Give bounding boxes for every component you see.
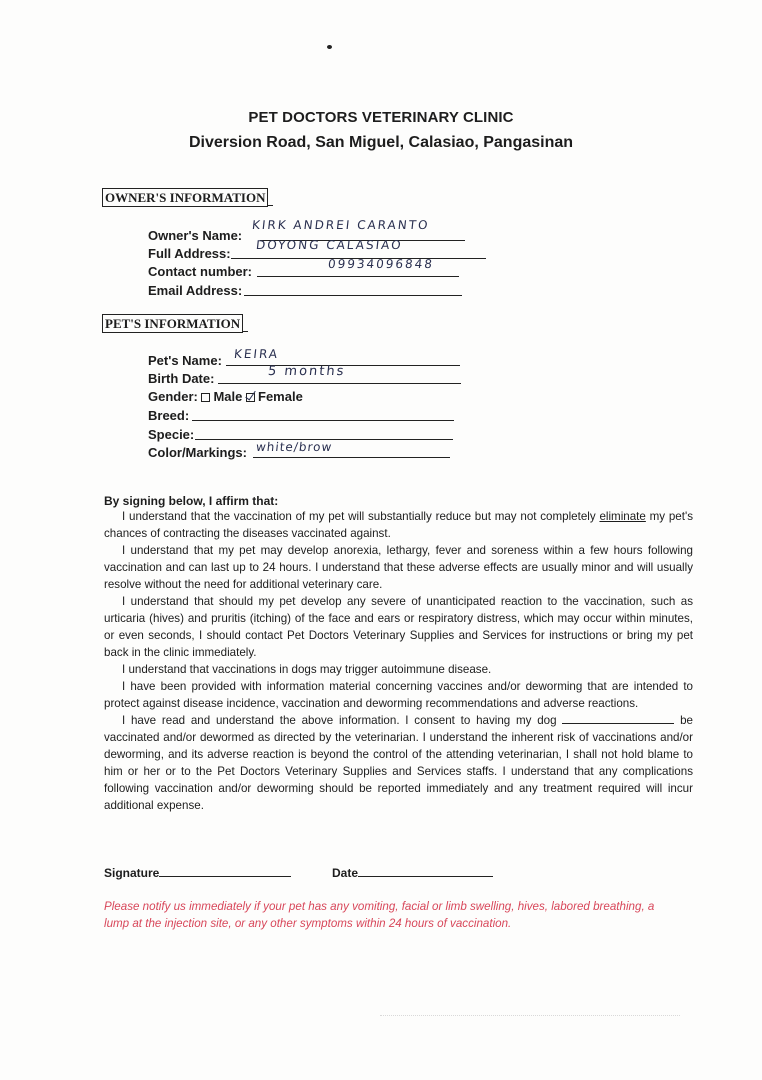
- consent-body: [104, 508, 693, 814]
- gender-row: [148, 389, 303, 405]
- consent-p1-part-b: my pet's chances of contracting the diseases vaccinated against.: [104, 510, 693, 540]
- consent-p6-part-b: be vaccinated and/or dewormed as directed by the veterinarian. I understand the inherent risk of vaccinations and/or deworming, and its adverse reaction is beyond the control of the attending veterinarian, I shall not hold blame to him or her or to the Pet Doctors Veterinary Supplies and Services staffs. I understand that any complications following vaccination and/or deworming should be reported immediately and any treatment required will incur additional expense.: [104, 714, 693, 812]
- color-markings-line: [253, 457, 450, 458]
- consent-paragraph-4: I understand that vaccinations in dogs may trigger autoimmune disease.: [122, 663, 492, 676]
- pet-name-value[interactable]: KEIRA: [233, 347, 280, 361]
- contact-number-value[interactable]: 09934096848: [327, 257, 435, 271]
- birth-date-line: [218, 383, 461, 384]
- pet-section-heading: PET'S INFORMATION: [102, 314, 243, 333]
- color-markings-label: Color/Markings:: [148, 445, 247, 460]
- contact-number-line: [257, 276, 459, 277]
- scan-artifact: [380, 1015, 680, 1016]
- male-checkbox[interactable]: [201, 393, 210, 402]
- breed-label: Breed:: [148, 408, 190, 423]
- signature-label: Signature: [104, 866, 160, 880]
- consent-paragraph-1: [104, 508, 693, 542]
- birth-date-label: Birth Date:: [148, 371, 215, 386]
- date-label: Date: [332, 866, 359, 880]
- owner-name-label: Owner's Name:: [148, 228, 243, 243]
- dog-name-blank[interactable]: [562, 723, 674, 724]
- email-address-line: [244, 295, 462, 296]
- contact-number-label: Contact number:: [148, 264, 252, 279]
- consent-paragraph-2: I understand that my pet may develop anorexia, lethargy, fever and soreness within a few hours following vaccination and can last up to 24 hours. I understand that these adverse effects are usually minor and will usually resolve without the need for additional veterinary care.: [104, 544, 693, 591]
- email-address-label: Email Address:: [148, 283, 243, 298]
- clinic-name: PET DOCTORS VETERINARY CLINIC: [248, 109, 514, 126]
- male-option-label: Male: [213, 389, 243, 404]
- consent-intro: By signing below, I affirm that:: [104, 494, 279, 508]
- birth-date-value[interactable]: 5 months: [267, 364, 347, 379]
- post-vaccination-notice: Please notify us immediately if your pet has any vomiting, facial or limb swelling, hives, labored breathing, a lump at the injection site, or any other symptoms within 24 hours of vaccination.: [104, 900, 655, 930]
- signature-line[interactable]: [159, 876, 291, 877]
- date-line[interactable]: [358, 876, 493, 877]
- gender-label: Gender:: [148, 389, 198, 404]
- full-address-value[interactable]: DOYONG CALASIAO: [255, 238, 404, 252]
- female-checkbox[interactable]: [246, 393, 255, 402]
- clinic-address: Diversion Road, San Miguel, Calasiao, Pangasinan: [188, 134, 574, 151]
- owner-name-value[interactable]: KIRK ANDREI CARANTO: [251, 218, 431, 232]
- consent-p6-part-a: I have read and understand the above information. I consent to having my dog: [122, 714, 563, 727]
- consent-p1-underlined: eliminate: [599, 510, 646, 523]
- consent-paragraph-5: I have been provided with information material concerning vaccines and/or deworming that are intended to protect against disease incidence, vaccination and deworming recommendations and adverse reactions.: [104, 680, 693, 710]
- color-markings-value[interactable]: white/brow: [255, 440, 334, 454]
- consent-p1-part-a: I understand that the vaccination of my pet will substantially reduce but may not completely: [122, 510, 600, 523]
- female-option-label: Female: [258, 389, 303, 404]
- date-row: [332, 866, 493, 880]
- signature-row: [104, 866, 291, 880]
- owner-section-heading: OWNER'S INFORMATION: [102, 188, 268, 207]
- pet-name-label: Pet's Name:: [148, 353, 222, 368]
- ink-speck: [327, 45, 332, 49]
- consent-paragraph-3: I understand that should my pet develop any severe of unanticipated reaction to the vaccination, such as urticaria (hives) and pruritis (itching) of the face and ears or respiratory distress, which may occur within minutes, or even seconds, I should contact Pet Doctors Veterinary Supplies and Services for instructions or bring my pet back in the clinic immediately.: [104, 595, 693, 659]
- specie-label: Specie:: [148, 427, 195, 442]
- breed-line: [192, 420, 454, 421]
- full-address-label: Full Address:: [148, 246, 231, 261]
- consent-paragraph-6: [104, 712, 693, 814]
